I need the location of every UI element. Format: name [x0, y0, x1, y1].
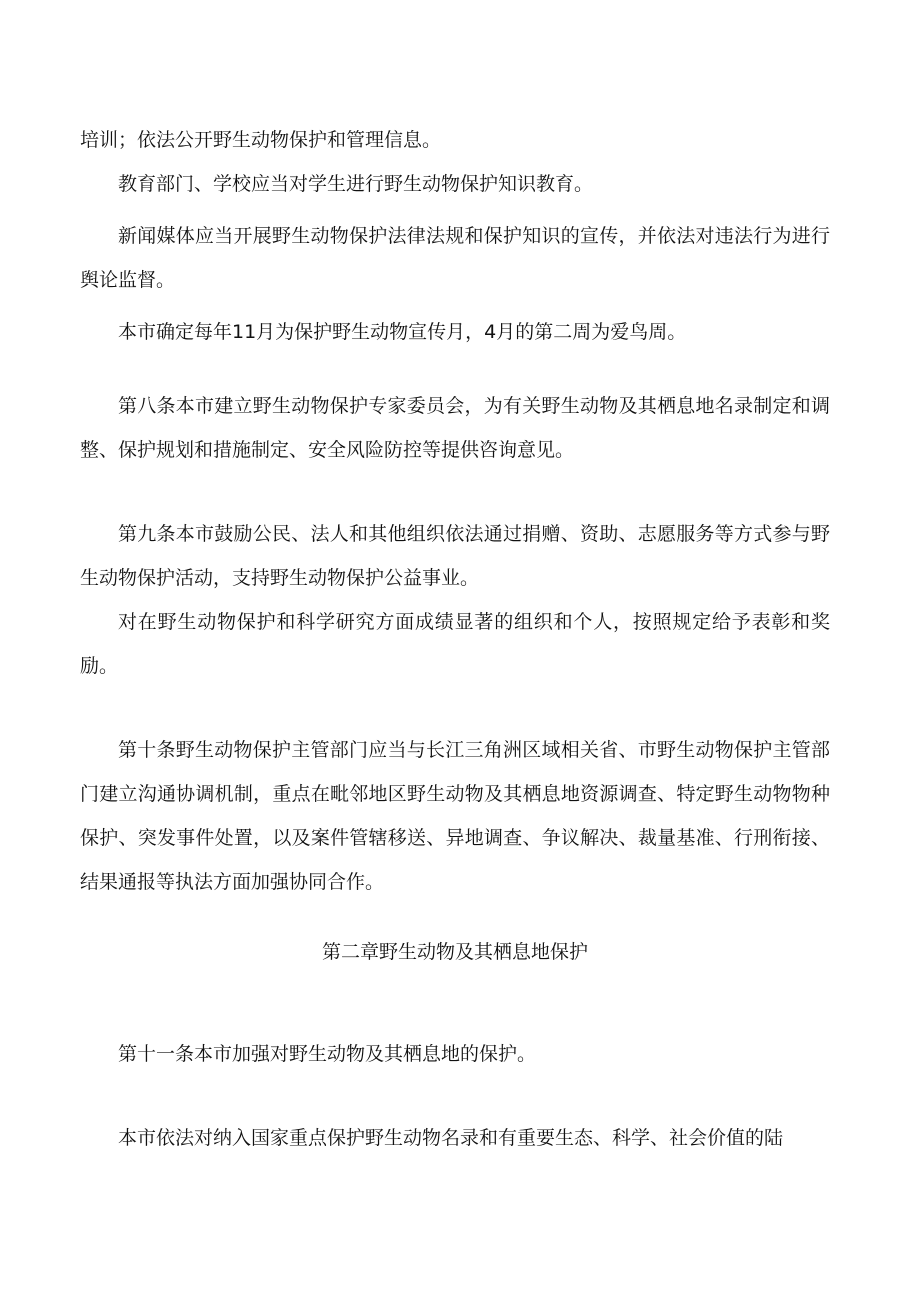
article-8: 第八条本市建立野生动物保护专家委员会，为有关野生动物及其栖息地名录制定和调整、保护规划和措施制定、安全风险防控等提供咨询意见。	[80, 395, 830, 461]
article-9: 第九条本市鼓励公民、法人和其他组织依法通过捐赠、资助、志愿服务等方式参与野生动物保护活动，支持野生动物保护公益事业。	[80, 523, 830, 589]
paragraph-awards: 对在野生动物保护和科学研究方面成绩显著的组织和个人，按照规定给予表彰和奖励。	[80, 611, 830, 677]
paragraph-media: 新闻媒体应当开展野生动物保护法律法规和保护知识的宣传，并依法对违法行为进行舆论监督。	[80, 225, 830, 291]
chapter-2-heading: 第二章野生动物及其栖息地保护	[321, 941, 588, 963]
paragraph-publicity-month: 本市确定每年11月为保护野生动物宣传月，4月的第二周为爱鸟周。	[118, 321, 687, 343]
paragraph-protection-list: 本市依法对纳入国家重点保护野生动物名录和有重要生态、科学、社会价值的陆	[118, 1127, 784, 1149]
paragraph-training-info: 培训；依法公开野生动物保护和管理信息。	[80, 129, 442, 151]
article-10: 第十条野生动物保护主管部门应当与长江三角洲区域相关省、市野生动物保护主管部门建立沟通协调机制，重点在毗邻地区野生动物及其栖息地资源调查、特定野生动物物种保护、突发事件处置，以及案件管辖移送、异地调查、争议解决、裁量基准、行刑衔接、结果通报等执法方面加强协同合作。	[80, 739, 830, 893]
paragraph-education: 教育部门、学校应当对学生进行野生动物保护知识教育。	[118, 173, 594, 195]
article-11: 第十一条本市加强对野生动物及其栖息地的保护。	[118, 1043, 537, 1065]
